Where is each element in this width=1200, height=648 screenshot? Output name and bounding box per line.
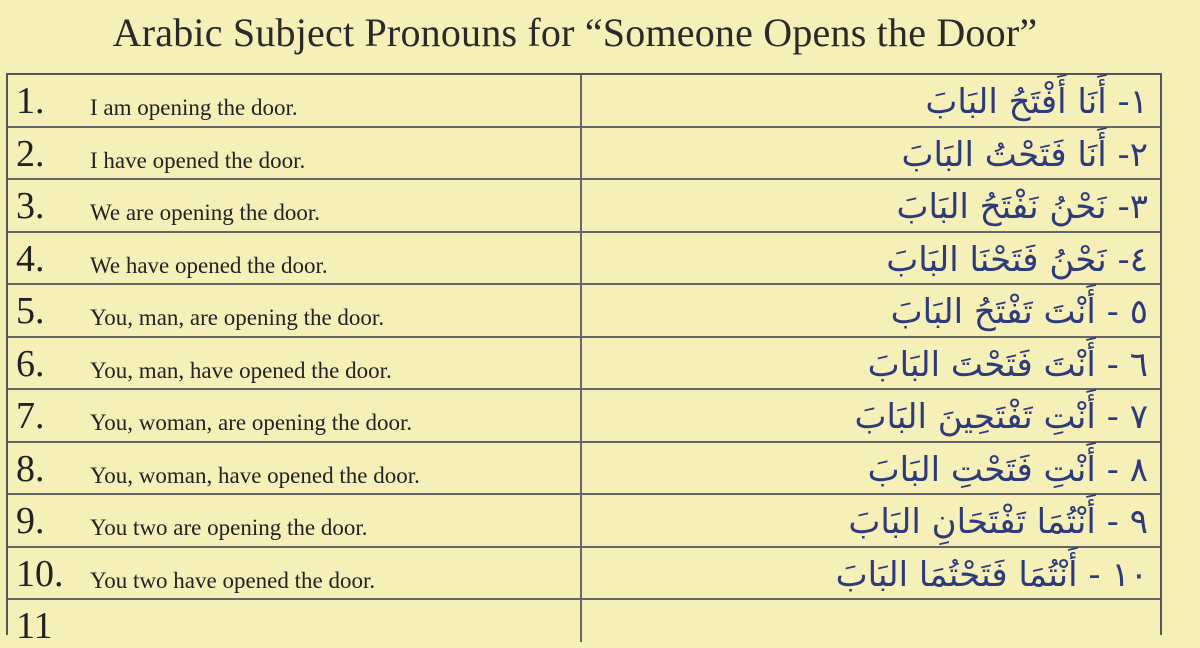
arabic-sentence: ٧ - أَنْتِ تَفْتَحِينَ البَابَ xyxy=(854,397,1148,437)
arabic-sentence: ٩ - أَنْتُمَا تَفْتَحَانِ البَابَ xyxy=(848,502,1148,542)
column-divider xyxy=(580,548,582,601)
english-sentence: You, woman, are opening the door. xyxy=(90,410,413,435)
table-row xyxy=(8,338,1160,391)
table-row xyxy=(8,128,1160,181)
row-number: 2. xyxy=(16,132,45,175)
table-row xyxy=(8,285,1160,338)
english-sentence: I have opened the door. xyxy=(90,147,306,173)
page-title: Arabic Subject Pronouns for “Someone Opens the Door” xyxy=(112,10,1038,55)
table-row xyxy=(8,390,1160,443)
english-sentence: You two have opened the door. xyxy=(90,567,376,593)
column-divider xyxy=(580,285,582,338)
column-divider xyxy=(580,338,582,391)
row-number: 4. xyxy=(16,237,45,280)
table-row xyxy=(8,548,1160,601)
row-number: 1. xyxy=(16,80,45,122)
arabic-sentence: ١- أَنَا أَفْتَحُ البَابَ xyxy=(925,82,1148,122)
arabic-sentence: ٤- نَحْنُ فَتَحْنَا البَابَ xyxy=(886,239,1148,280)
row-number: 9. xyxy=(16,500,45,542)
column-divider xyxy=(580,390,582,443)
english-sentence: You two are opening the door. xyxy=(90,515,368,540)
row-number: 3. xyxy=(16,185,45,227)
table-row xyxy=(8,443,1160,496)
table-row xyxy=(8,233,1160,286)
english-sentence: You, man, are opening the door. xyxy=(90,305,385,330)
row-number: 8. xyxy=(16,447,45,490)
english-sentence: We have opened the door. xyxy=(90,252,328,278)
arabic-sentence: ٦ - أَنْتَ فَتَحْتَ البَابَ xyxy=(867,344,1148,385)
table-row xyxy=(8,180,1160,233)
column-divider xyxy=(580,233,582,286)
english-sentence: You, woman, have opened the door. xyxy=(90,462,420,488)
english-sentence: I am opening the door. xyxy=(90,95,298,120)
arabic-sentence: ٨ - أَنْتِ فَتَحْتِ البَابَ xyxy=(867,449,1148,490)
table-row xyxy=(8,495,1160,548)
arabic-sentence: ٥ - أَنْتَ تَفْتَحُ البَابَ xyxy=(890,292,1148,332)
row-number: 6. xyxy=(16,342,45,385)
arabic-sentence: ٣- نَحْنُ نَفْتَحُ البَابَ xyxy=(896,187,1148,227)
column-divider xyxy=(580,495,582,548)
english-sentence: We are opening the door. xyxy=(90,200,320,225)
row-number: 7. xyxy=(16,395,45,437)
english-sentence: You, man, have opened the door. xyxy=(90,357,392,383)
arabic-sentence: ١٠ - أَنْتُمَا فَتَحْتُمَا البَابَ xyxy=(835,554,1148,595)
row-number: 5. xyxy=(16,290,45,332)
row-number: 10. xyxy=(16,552,64,595)
table-row xyxy=(8,600,1160,647)
column-divider xyxy=(580,75,582,128)
row-number: 11 xyxy=(16,605,53,647)
pronoun-table xyxy=(6,73,1162,647)
column-divider xyxy=(580,600,582,642)
arabic-sentence: ٢- أَنَا فَتَحْتُ البَابَ xyxy=(901,134,1148,175)
column-divider xyxy=(580,443,582,496)
column-divider xyxy=(580,180,582,233)
table-row xyxy=(8,75,1160,128)
column-divider xyxy=(580,128,582,181)
